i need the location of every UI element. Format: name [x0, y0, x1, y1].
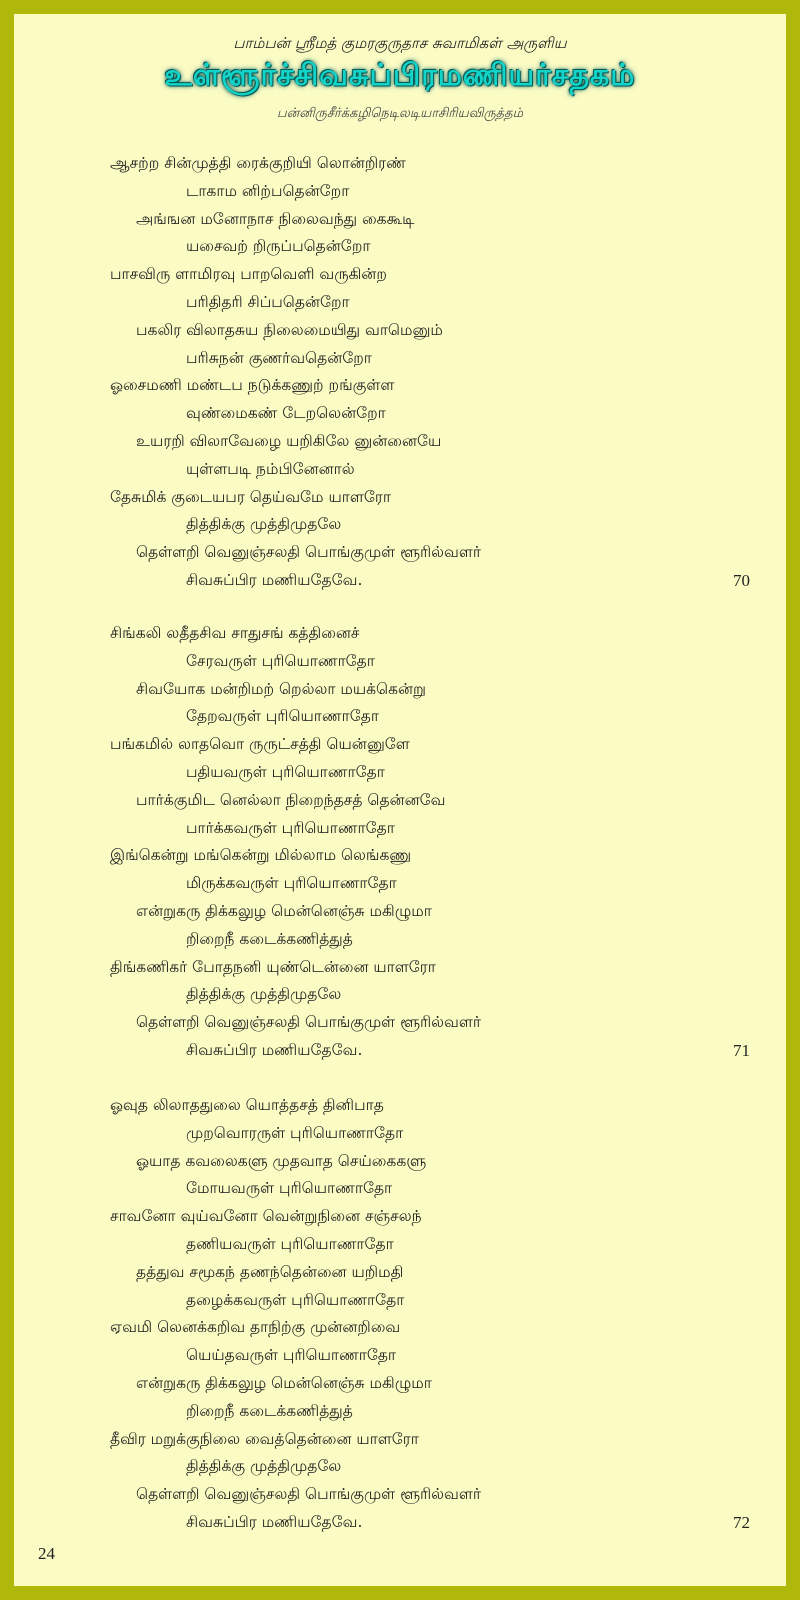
- verse-line: யசைவற் றிருப்பதென்றோ: [186, 237, 371, 256]
- verse-number: 72: [733, 1512, 750, 1532]
- page-title: உள்ளூர்ச்சிவசுப்பிரமணியர்சதகம்: [164, 58, 636, 93]
- verse-line: சிவயோக மன்றிமற் றெல்லா மயக்கென்று: [136, 679, 427, 698]
- meter-subtitle: பன்னிருசீர்க்கழிநெடிலடியாசிரியவிருத்தம்: [276, 106, 524, 121]
- verse-line: பரிதிதரி சிப்பதென்றோ: [186, 292, 350, 311]
- author-line: பாம்பன் ஸ்ரீமத் குமரகுருதாச சுவாமிகள் அருளிய: [233, 34, 567, 52]
- verse-line: றிறைநீ கடைக்கணித்துத்: [186, 1401, 353, 1420]
- verse-line: தழைக்கவருள் புரியொணாதோ: [186, 1290, 405, 1309]
- verse-line: வுண்மைகண் டேறலென்றோ: [186, 404, 386, 423]
- verse-line: சேரவருள் புரியொணாதோ: [186, 651, 375, 670]
- verse-line: [110, 1509, 750, 1537]
- verse-line: என்றுகரு திக்கலுழ மென்னெஞ்சு மகிழுமா: [136, 1373, 432, 1392]
- verse-line: பார்க்கவருள் புரியொணாதோ: [186, 818, 395, 837]
- verse-line: அங்ஙன மனோநாச நிலைவந்து கைகூடி: [136, 209, 415, 228]
- verse-line: பார்க்குமிட னெல்லா நிறைந்தசத் தென்னவே: [136, 790, 446, 809]
- verse-line: ஏவமி லெனக்கறிவ தாநிற்கு முன்னறிவை: [110, 1318, 401, 1337]
- verse-line: என்றுகரு திக்கலுழ மென்னெஞ்சு மகிழுமா: [136, 901, 432, 920]
- verse-line-text: சிவசுப்பிர மணியதேவே.: [186, 1040, 363, 1059]
- verse-line: தித்திக்கு முத்திமுதலே: [186, 515, 342, 534]
- verse-line: தத்துவ சமூகந் தணந்தென்னை யறிமதி: [136, 1262, 404, 1281]
- verse-line: [110, 567, 750, 595]
- verse-line: தெள்ளறி வெனுஞ்சலதி பொங்குமுள் ளூரில்வளர்: [136, 1485, 481, 1504]
- verse-line: பதியவருள் புரியொணாதோ: [186, 762, 385, 781]
- verse-line: தீவிர மறுக்குநிலை வைத்தென்னை யாளரோ: [110, 1429, 419, 1448]
- verse-line: ஆசற்ற சின்முத்தி ரைக்குறியி லொன்றிரண்: [110, 154, 406, 172]
- verse-line-text: சிவசுப்பிர மணியதேவே.: [186, 1512, 363, 1531]
- verse-line: முறவொரருள் புரியொணாதோ: [186, 1123, 404, 1142]
- verse-number: 71: [733, 1040, 750, 1060]
- verse-line: தித்திக்கு முத்திமுதலே: [186, 1457, 342, 1476]
- verse-line: மிருக்கவருள் புரியொணாதோ: [186, 874, 397, 893]
- verse-line: பங்கமில் லாதவொ ருருட்சத்தி யென்னுளே: [110, 735, 410, 754]
- verse-line: திங்கணிகர் போதநனி யுண்டென்னை யாளரோ: [110, 957, 436, 976]
- verse-line: யெய்தவருள் புரியொணாதோ: [186, 1346, 397, 1365]
- verse-line: சாவனோ வுய்வனோ வென்றுநினை சஞ்சலந்: [110, 1207, 422, 1226]
- verse-line: பாசவிரு ளாமிரவு பாறவெளி வருகின்ற: [110, 265, 387, 284]
- page: [14, 14, 786, 1586]
- verse-line: தெள்ளறி வெனுஞ்சலதி பொங்குமுள் ளூரில்வளர்: [136, 1013, 481, 1032]
- verse-line: யுள்ளபடி நம்பினேனால்: [186, 459, 355, 478]
- verse-line: தேசுமிக் குடையபர தெய்வமே யாளரோ: [110, 487, 391, 506]
- verse-line: ஓவுத லிலாததுலை யொத்தசத் தினிபாத: [110, 1096, 384, 1114]
- verse-line-text: சிவசுப்பிர மணியதேவே.: [186, 570, 363, 589]
- verse-line: உயரறி விலாவேழை யறிகிலே னுன்னையே: [136, 431, 442, 450]
- verse-line: ஓயாத கவலைகளு முதவாத செய்கைகளு: [136, 1151, 427, 1170]
- verse-line: பரிசுநன் குணர்வதென்றோ: [186, 348, 372, 367]
- verse-line: சிங்கலி லதீதசிவ சாதுசங் கத்தினைச்: [110, 624, 360, 642]
- page-number: 24: [38, 1544, 55, 1563]
- verse-line: பகலிர விலாதசுய நிலைமையிது வாமெனும்: [136, 320, 443, 339]
- verse-line: [110, 1037, 750, 1065]
- verse-line: தேறவருள் புரியொணாதோ: [186, 707, 379, 726]
- verse-number: 70: [733, 570, 750, 590]
- verse-line: டாகாம னிற்பதென்றோ: [186, 181, 350, 200]
- verse-line: இங்கென்று மங்கென்று மில்லாம லெங்கணு: [110, 846, 412, 865]
- verse-line: தணியவருள் புரியொணாதோ: [186, 1234, 394, 1253]
- verse-71: [110, 620, 750, 1065]
- verse-line: தெள்ளறி வெனுஞ்சலதி பொங்குமுள் ளூரில்வளர்: [136, 543, 481, 562]
- verse-72: [110, 1092, 750, 1537]
- verse-line: ஓசைமணி மண்டப நடுக்கணுற் றங்குள்ள: [110, 376, 395, 395]
- verse-line: றிறைநீ கடைக்கணித்துத்: [186, 929, 353, 948]
- verse-line: தித்திக்கு முத்திமுதலே: [186, 985, 342, 1004]
- verse-70: [110, 150, 750, 595]
- verse-line: மோயவருள் புரியொணாதோ: [186, 1179, 393, 1198]
